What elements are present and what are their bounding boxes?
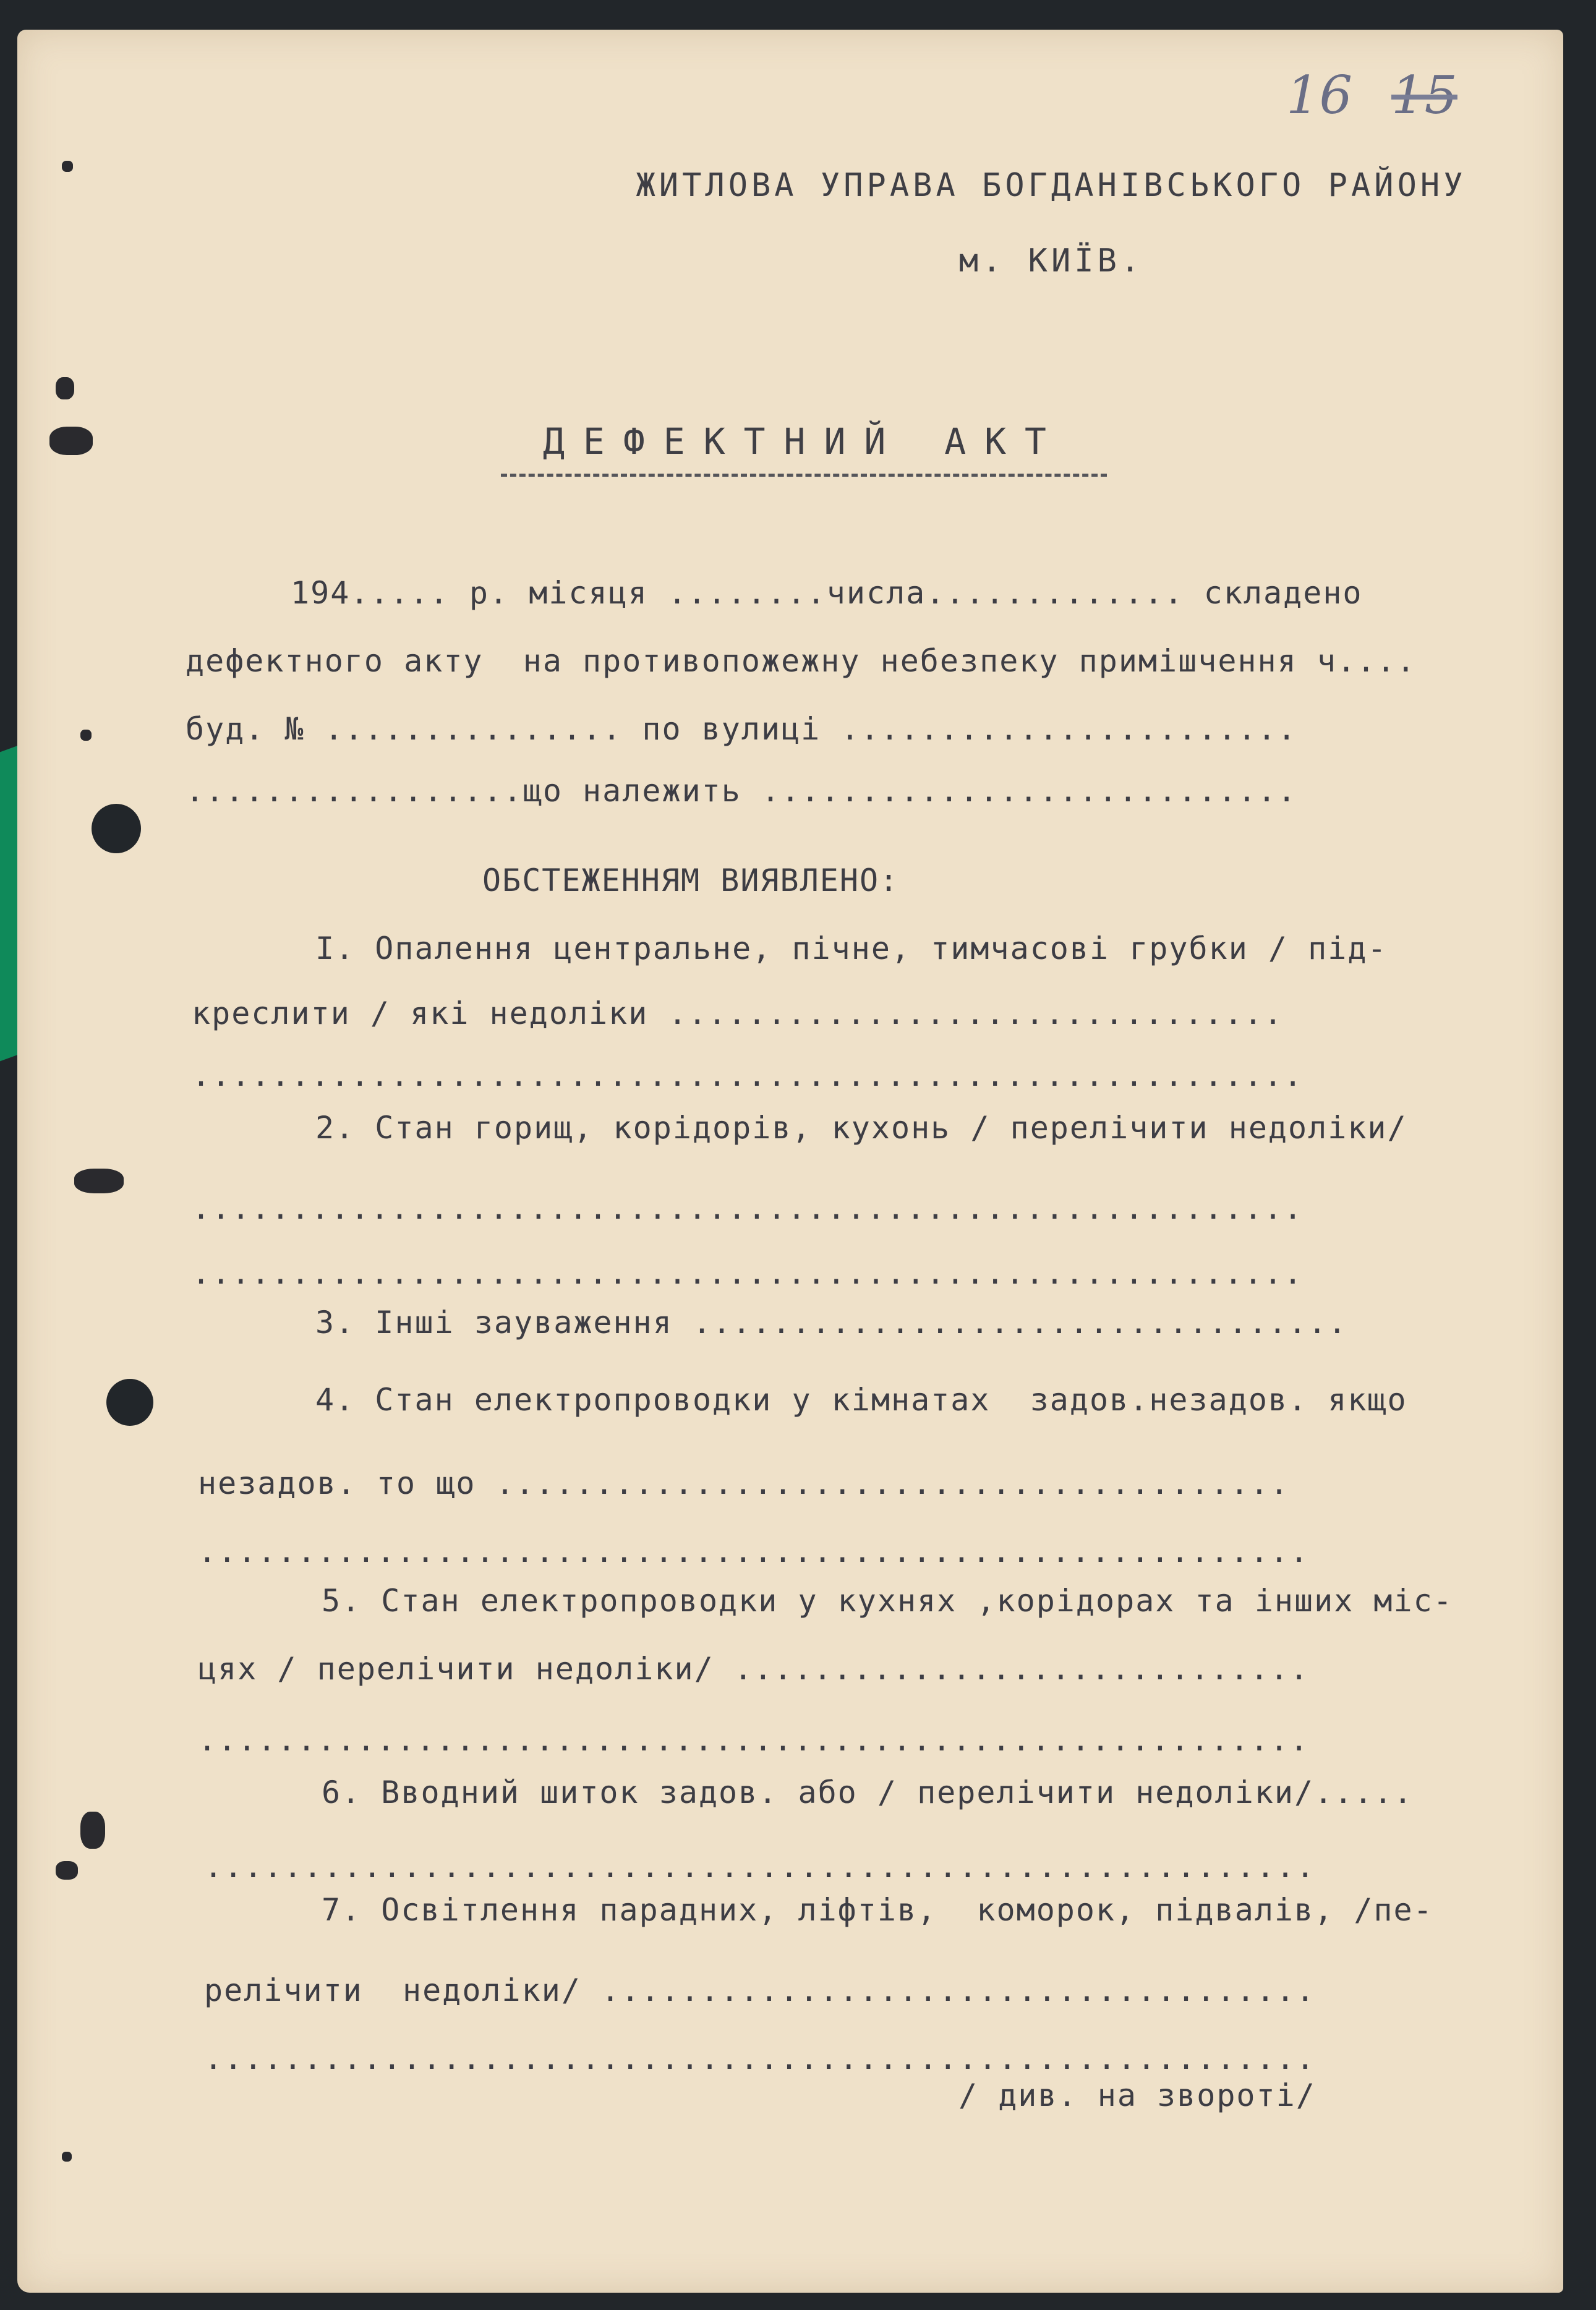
edge-tear-2 bbox=[56, 377, 74, 399]
item-2-line-3: ........................................................ bbox=[192, 1255, 1304, 1291]
document-page bbox=[17, 30, 1563, 2293]
item-5-line-3: ........................................................ bbox=[198, 1722, 1310, 1758]
item-5-line-1: 5. Стан електропроводки у кухнях ,корідорах та інших міс- bbox=[322, 1583, 1453, 1619]
edge-tear-3 bbox=[74, 1169, 124, 1193]
page-number-old: 15 bbox=[1391, 65, 1457, 126]
header-city: м. КИЇВ. bbox=[958, 242, 1144, 279]
document-header bbox=[618, 167, 1484, 318]
item-7-line-3: ........................................................ bbox=[204, 2040, 1316, 2076]
edge-dot-3 bbox=[62, 2152, 72, 2162]
edge-tear-5 bbox=[56, 1861, 78, 1880]
intro-line-1: 194..... р. місяця ........числа............. складено bbox=[291, 575, 1363, 611]
item-1-line-1: I. Опалення центральне, пічне, тимчасові грубки / під- bbox=[315, 931, 1388, 966]
edge-dot-1 bbox=[62, 161, 73, 172]
item-4-line-3: ........................................................ bbox=[198, 1533, 1310, 1569]
edge-tear-4 bbox=[80, 1812, 105, 1849]
footer-note: / див. на звороті/ bbox=[958, 2078, 1316, 2113]
item-1-line-3: ........................................................ bbox=[192, 1057, 1304, 1093]
item-4-line-1: 4. Стан електропроводки у кімнатах задов.незадов. якщо bbox=[315, 1382, 1407, 1418]
intro-line-3: буд. № ............... по вулиці ....................... bbox=[186, 711, 1297, 747]
edge-dot-2 bbox=[80, 730, 92, 741]
document-title: ДЕФЕКТНИЙ АКТ bbox=[501, 420, 1107, 477]
item-2-line-1: 2. Стан горищ, корідорів, кухонь / перелічити недоліки/ bbox=[315, 1110, 1407, 1146]
item-6-line-1: 6. Вводний шиток задов. або / перелічити недоліки/..... bbox=[322, 1775, 1414, 1810]
item-7-line-2: релічити недоліки/ .................................... bbox=[204, 1972, 1316, 2008]
header-organization: ЖИТЛОВА УПРАВА БОГДАНІВСЬКОГО РАЙОНУ bbox=[636, 167, 1467, 204]
punch-hole-top bbox=[92, 804, 141, 853]
item-3-line-1: 3. Інші зауваження ................................. bbox=[315, 1305, 1348, 1340]
item-6-line-2: ........................................................ bbox=[204, 1849, 1316, 1885]
page-number-new: 16 bbox=[1286, 65, 1352, 126]
intro-line-2: дефектного акту на противопожежну небезпеку примішчення ч.... bbox=[186, 643, 1417, 679]
item-7-line-1: 7. Освітлення парадних, ліфтів, коморок, підвалів, /пе- bbox=[322, 1892, 1433, 1928]
edge-tear-1 bbox=[49, 427, 93, 455]
item-4-line-2: незадов. то що ........................................ bbox=[198, 1465, 1290, 1501]
item-1-line-2: креслити / які недоліки ............................... bbox=[192, 995, 1284, 1031]
item-2-line-2: ........................................................ bbox=[192, 1190, 1304, 1226]
punch-hole-bottom bbox=[106, 1379, 153, 1426]
intro-line-4: .................що належить ........................... bbox=[186, 773, 1297, 809]
section-heading: ОБСТЕЖЕННЯМ ВИЯВЛЕНО: bbox=[482, 863, 900, 898]
item-5-line-2: цях / перелічити недоліки/ ............................. bbox=[198, 1651, 1310, 1687]
